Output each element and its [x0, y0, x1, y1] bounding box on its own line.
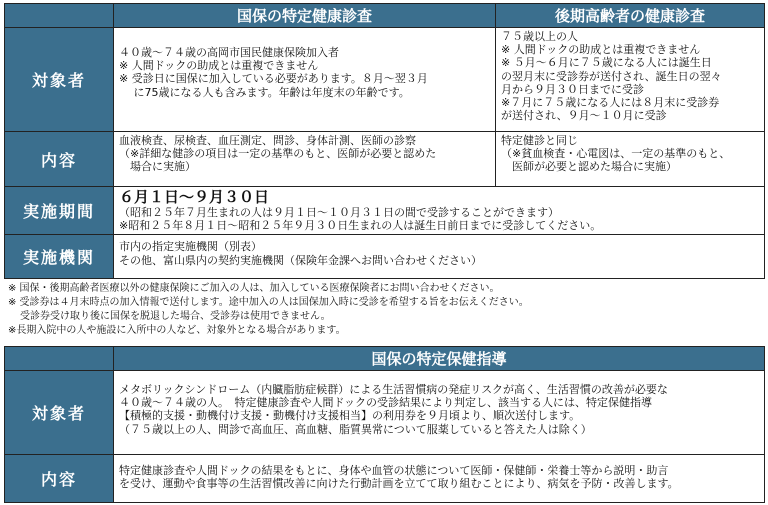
footnote: ※ 国保・後期高齢者医療以外の健康保険にご加入の人は、加入している医療保険者にお問い合わせください。 [8, 283, 500, 294]
text-line: ※ 人間ドックの助成とは重複できません [501, 43, 701, 57]
text-line: ※ ５月～６月に７５歳になる人には誕生日 [501, 56, 712, 70]
text-line: （※詳細な健診の項目は一定の基準のもと、医師が必要と認めた [119, 147, 437, 161]
text-line: （７５歳以上の人、問診で高血圧、高血糖、脂質異常について服薬していると答えた人は除く） [119, 422, 592, 436]
content-col2 [496, 132, 765, 187]
footnote: 受診券受け取り後に国保を脱退した場合、受診券は使用できません。 [20, 311, 331, 322]
target-col2 [496, 28, 765, 132]
text-line: ※ 受診日に国保に加入している必要があります。８月～翌３月 [119, 72, 428, 86]
content-col1 [114, 132, 496, 187]
footnotes [8, 282, 529, 338]
text-line: 特定健診と同じ [501, 134, 578, 147]
row-label-content: 内容 [5, 455, 114, 503]
footnote: ※ 受診券は４月末時点の加入情報で送付します。途中加入の人は国保加入時に受診を希望する旨をお伝えください。 [8, 297, 529, 308]
text-line: （※貧血検査・心電図は、一定の基準のもと、 [501, 147, 731, 161]
text-line: 医師が必要と認めた場合に実施） [501, 160, 677, 174]
period-cell [114, 187, 765, 235]
guidance-target-cell [114, 371, 765, 455]
table-corner [5, 4, 114, 28]
text-line: ※昭和２５年８月１日～昭和２５年９月３０日生まれの人は誕生日前日までに受診してください。 [119, 219, 602, 233]
text-line: 特定健康診査や人間ドックの結果をもとに、身体や血管の状態について医師・保健師・栄養士等から説明・助言 [119, 464, 669, 477]
header-elderly-checkup: 後期高齢者の健康診査 [496, 4, 765, 28]
header-specific-guidance: 国保の特定保健指導 [114, 347, 765, 371]
text-line: に75歳になる人も含みます。年齢は年度末の年齢です。 [119, 85, 410, 99]
row-label-target: 対象者 [5, 28, 114, 132]
row-label-period: 実施期間 [5, 187, 114, 235]
health-checkup-table [4, 3, 765, 279]
text-line: ４０歳～７４歳の高岡市国民健康保険加入者 [119, 46, 339, 59]
footnote: ※長期入院中の人や施設に入所中の人など、対象外となる場合があります。 [8, 325, 346, 336]
guidance-content-cell [114, 455, 765, 503]
health-guidance-table [4, 346, 765, 503]
text-line: 市内の指定実施機関（別表） [119, 240, 262, 254]
row-label-content: 内容 [5, 132, 114, 187]
text-line: メタボリックシンドローム（内臓脂肪症候群）による生活習慣病の発症リスクが高く、生活習慣の改善が必要な [119, 383, 668, 396]
target-col1 [114, 28, 496, 132]
row-label-target: 対象者 [5, 371, 114, 455]
text-line: 【積極的支援・動機付け支援・動機付け支援相当】の利用券を９月頃より、順次送付します。 [119, 409, 581, 423]
text-line: を受け、運動や食事等の生活習慣改善に向けた行動計画を立てて取り組むことにより、病気を予防・改善します。 [119, 477, 679, 491]
text-line: （昭和２５年７月生まれの人は９月１日～１０月３１日の間で受診することができます） [119, 206, 559, 219]
header-specific-checkup: 国保の特定健康診査 [114, 4, 496, 28]
text-line: 場合に実施） [119, 160, 196, 174]
text-line: 月から９月３０日までに受診 [501, 82, 644, 96]
period-dates: ６月１日～９月３０日 [119, 188, 270, 206]
text-line: ７５歳以上の人 [501, 30, 578, 43]
row-label-institution: 実施機関 [5, 235, 114, 279]
text-line: の翌月末に受診券が送付され、誕生日の翌々 [501, 69, 722, 83]
text-line: が送付され、９月～１０月に受診 [501, 109, 667, 123]
institution-cell [114, 235, 765, 279]
text-line: 血液検査、尿検査、血圧測定、問診、身体計測、医師の診察 [119, 134, 416, 147]
text-line: ４０歳～７４歳の人。 特定健康診査や人間ドックの受診結果により判定し、該当する人には、特定保健指導 [119, 396, 653, 410]
text-line: ※ 人間ドックの助成とは重複できません [119, 59, 319, 73]
text-line: ※７月に７５歳になる人には８月末に受診券 [501, 96, 720, 110]
table-corner [5, 347, 114, 371]
text-line: その他、富山県内の契約実施機関（保険年金課へお問い合わせください） [119, 253, 482, 267]
